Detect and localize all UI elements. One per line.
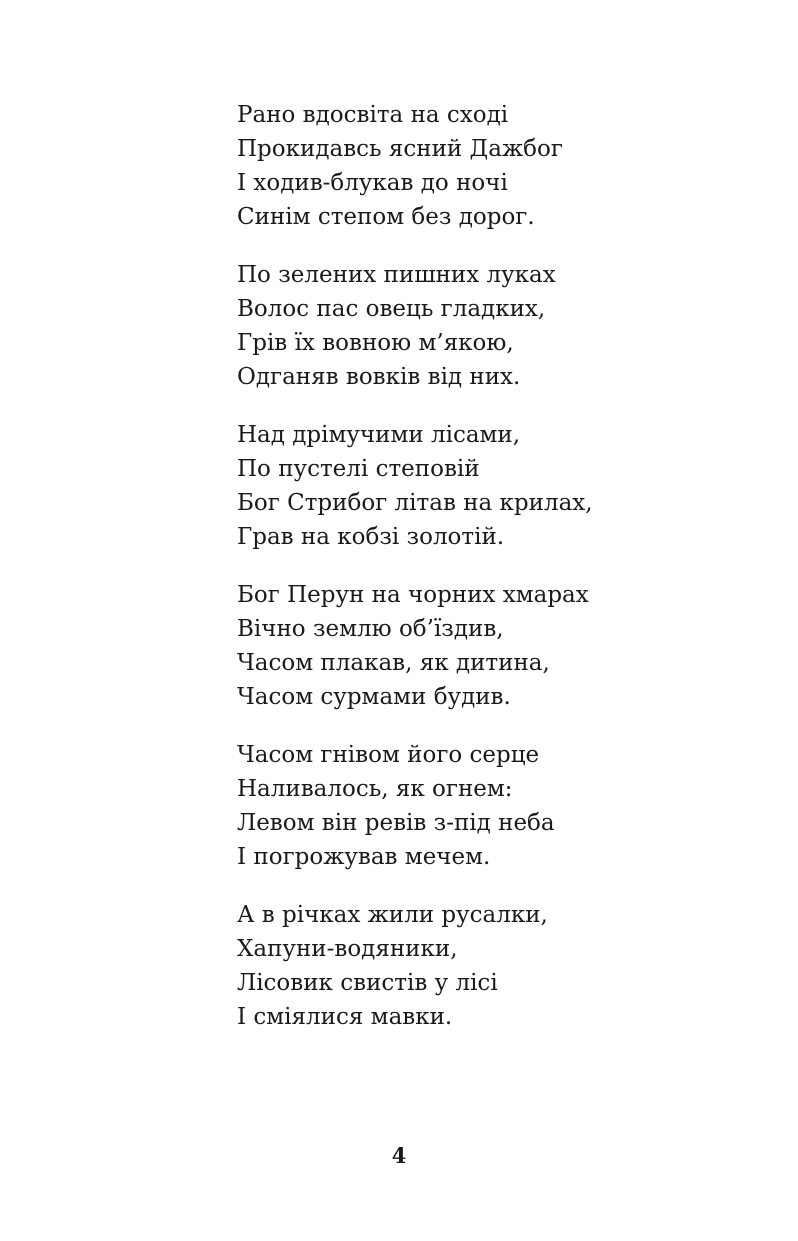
poem-line: Волос пас овець гладких, [237,296,546,322]
poem-line: Грів їх вовною м’якою, [237,330,514,356]
poem-line: А в річках жили русалки, [237,902,548,928]
poem-line: Левом він ревів з-під неба [237,810,555,836]
poem-line: Над дрімучими лісами, [237,422,521,448]
poem-line: Синім степом без дорог. [237,204,535,230]
poem-line: І ходив-блукав до ночі [237,170,508,196]
poem-line: Часом сурмами будив. [237,684,511,710]
poem-line: По пустелі степовій [237,456,480,482]
poem-line: Бог Перун на чорних хмарах [237,582,589,608]
poem-line: Лісовик свистів у лісі [237,970,498,996]
stanza-3 [237,418,737,554]
stanza-2 [237,258,737,394]
poem-line: Хапуни-водяники, [237,936,458,962]
poem-line: Часом гнівом його серце [237,742,540,768]
stanza-1 [237,98,737,234]
page-number: 4 [391,1143,407,1168]
stanza-5 [237,738,737,874]
poem-line: І погрожував мечем. [237,844,491,870]
poem-line: Грав на кобзі золотій. [237,524,505,550]
stanza-6 [237,898,737,1034]
poem-line: Вічно землю об’їздив, [237,616,504,642]
poem-line: Прокидавсь ясний Дажбог [237,136,563,162]
stanza-4 [237,578,737,714]
poem [237,98,737,1058]
poem-line: І сміялися мавки. [237,1004,453,1030]
poem-line: Часом плакав, як дитина, [237,650,550,676]
poem-line: Бог Стрибог літав на крилах, [237,490,593,516]
poem-line: Наливалось, як огнем: [237,776,513,802]
poem-line: Рано вдосвіта на сході [237,102,509,128]
poem-line: Одганяв вовків від них. [237,364,521,390]
poem-line: По зелених пишних луках [237,262,556,288]
